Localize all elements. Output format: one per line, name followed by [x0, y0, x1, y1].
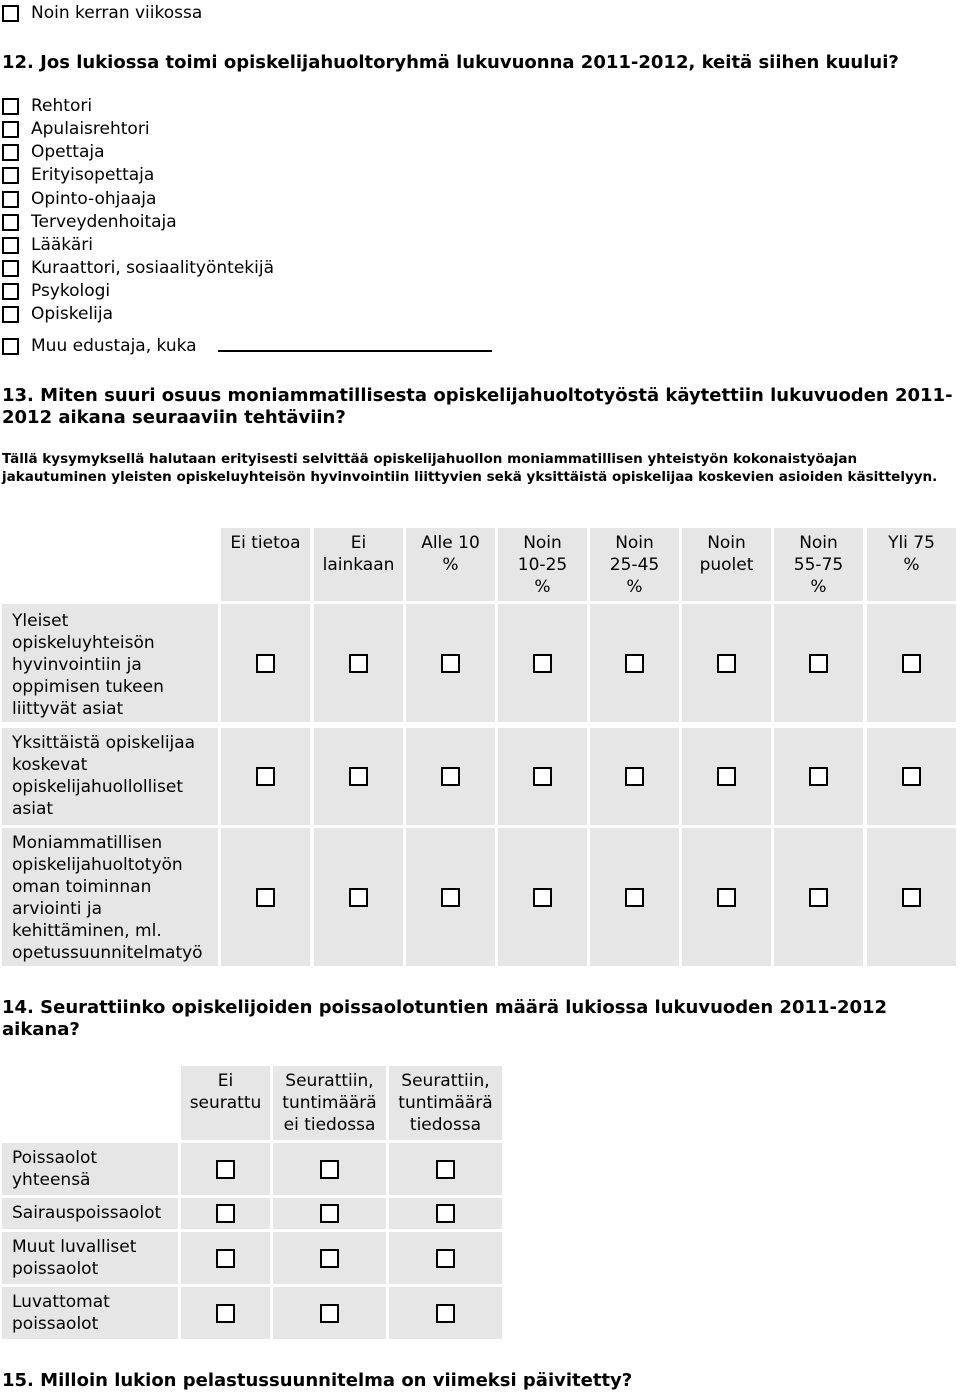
option-noin-kerran-viikossa[interactable]	[2, 3, 202, 23]
option-5[interactable]	[2, 189, 156, 209]
column-header-1	[221, 528, 310, 601]
column-header-2	[273, 1066, 386, 1140]
option-label: Opiskelija	[31, 304, 114, 324]
checkbox[interactable]	[441, 767, 460, 786]
answer-cell[interactable]	[221, 604, 310, 722]
label-line: lainkaan	[322, 555, 395, 575]
checkbox[interactable]	[902, 767, 921, 786]
answer-cell[interactable]	[498, 728, 587, 825]
checkbox[interactable]	[441, 888, 460, 907]
answer-cell[interactable]	[181, 1143, 270, 1195]
label-line: Moniammatillisen	[12, 833, 163, 853]
checkbox[interactable]	[809, 888, 828, 907]
checkbox[interactable]	[436, 1204, 455, 1223]
checkbox[interactable]	[320, 1249, 339, 1268]
answer-cell[interactable]	[389, 1287, 502, 1339]
label-line: Yksittäistä opiskelijaa	[12, 733, 196, 753]
answer-cell[interactable]	[314, 728, 403, 825]
checkbox[interactable]	[216, 1304, 235, 1323]
question-14-title-line2: aikana?	[2, 1019, 80, 1040]
label-line: asiat	[12, 799, 54, 819]
column-header-3	[406, 528, 495, 601]
label-line: kehittäminen, ml.	[12, 921, 162, 941]
answer-cell[interactable]	[273, 1198, 386, 1229]
label-line: poissaolot	[12, 1314, 99, 1334]
option-label: Opinto-ohjaaja	[31, 189, 157, 209]
label-line: oppimisen tukeen	[12, 677, 164, 697]
label-line: Noin	[707, 533, 746, 553]
answer-cell[interactable]	[181, 1198, 270, 1229]
row-label-1	[2, 1143, 178, 1195]
checkbox[interactable]	[2, 167, 19, 184]
label-line: tuntimäärä	[398, 1093, 493, 1113]
column-header-7	[774, 528, 863, 601]
answer-cell[interactable]	[314, 828, 403, 966]
label-line: arviointi ja	[12, 899, 103, 919]
row-label-3	[2, 1232, 178, 1284]
label-line: Ei	[350, 533, 367, 553]
question-14-title-line1: 14. Seurattiinko opiskelijoiden poissaolotuntien määrä lukiossa lukuvuoden 2011-2012	[2, 997, 888, 1018]
checkbox[interactable]	[349, 767, 368, 786]
option-label: Noin kerran viikossa	[31, 3, 203, 23]
answer-cell[interactable]	[406, 828, 495, 966]
column-header-1	[181, 1066, 270, 1140]
question-13-note: Tällä kysymyksellä halutaan erityisesti selvittää opiskelijahuollon moniammatillisen yhteistyön kokonaistyöajan jakautuminen yleisten opiskeluyhteisön hyvinvointiin liittyvien sekä yksittäistä opiskelijaa koskevien asioiden käsittelyyn.	[2, 451, 938, 485]
checkbox[interactable]	[809, 654, 828, 673]
checkbox[interactable]	[216, 1204, 235, 1223]
checkbox[interactable]	[320, 1204, 339, 1223]
row-label-4	[2, 1287, 178, 1339]
option-4[interactable]	[2, 165, 154, 185]
other-answer-line[interactable]	[218, 350, 492, 352]
label-line: ei tiedossa	[283, 1115, 376, 1135]
row-label-2	[2, 728, 218, 825]
option-label: Terveydenhoitaja	[31, 212, 177, 232]
checkbox[interactable]	[436, 1304, 455, 1323]
option-7[interactable]	[2, 235, 93, 255]
checkbox[interactable]	[2, 338, 19, 355]
option-9[interactable]	[2, 281, 110, 301]
answer-cell[interactable]	[590, 604, 679, 722]
label-line: liittyvät asiat	[12, 699, 124, 719]
label-line: 25-45	[609, 555, 660, 575]
question-12-title: 12. Jos lukiossa toimi opiskelijahuoltoryhmä lukuvuonna 2011-2012, keitä siihen kuului?	[2, 52, 899, 73]
checkbox[interactable]	[625, 654, 644, 673]
column-header-3	[389, 1066, 502, 1140]
checkbox[interactable]	[2, 214, 19, 231]
answer-cell[interactable]	[406, 604, 495, 722]
row-label-1	[2, 604, 218, 722]
checkbox[interactable]	[533, 767, 552, 786]
answer-cell[interactable]	[181, 1232, 270, 1284]
checkbox[interactable]	[2, 121, 19, 138]
checkbox[interactable]	[533, 888, 552, 907]
answer-cell[interactable]	[682, 604, 771, 722]
label-line: Ei	[217, 1071, 234, 1091]
checkbox[interactable]	[902, 654, 921, 673]
checkbox[interactable]	[2, 237, 19, 254]
label-line: %	[810, 577, 827, 597]
label-line: hyvinvointiin ja	[12, 655, 142, 675]
question-15-title: 15. Milloin lukion pelastussuunnitelma on viimeksi päivitetty?	[2, 1370, 633, 1391]
checkbox[interactable]	[349, 654, 368, 673]
answer-cell[interactable]	[273, 1232, 386, 1284]
column-header-8	[867, 528, 956, 601]
label-line: Seurattiin,	[285, 1071, 374, 1091]
option-3[interactable]	[2, 142, 105, 162]
label-line: Seurattiin,	[401, 1071, 490, 1091]
label-line: opiskelijahuollolliset	[12, 777, 184, 797]
label-line: oman toiminnan	[12, 877, 152, 897]
checkbox[interactable]	[902, 888, 921, 907]
answer-cell[interactable]	[389, 1232, 502, 1284]
column-header-5	[590, 528, 679, 601]
answer-cell[interactable]	[273, 1287, 386, 1339]
label-line: 55-75	[793, 555, 844, 575]
option-label: Rehtori	[31, 96, 93, 116]
column-header-4	[498, 528, 587, 601]
label-line: opetussuunnitelmatyö	[12, 943, 203, 963]
checkbox[interactable]	[256, 767, 275, 786]
label-line: Muut luvalliset	[12, 1237, 137, 1257]
checkbox[interactable]	[2, 283, 19, 300]
option-label: Opettaja	[31, 142, 105, 162]
label-line: Sairauspoissaolot	[12, 1203, 162, 1223]
label-line: Luvattomat	[12, 1292, 110, 1312]
option-label: Muu edustaja, kuka	[31, 336, 197, 356]
checkbox[interactable]	[2, 98, 19, 115]
answer-cell[interactable]	[774, 728, 863, 825]
option-label: Apulaisrehtori	[31, 119, 150, 139]
label-line: tiedossa	[409, 1115, 482, 1135]
label-line: Noin	[615, 533, 654, 553]
checkbox[interactable]	[625, 767, 644, 786]
answer-cell[interactable]	[867, 828, 956, 966]
checkbox[interactable]	[2, 144, 19, 161]
answer-cell[interactable]	[181, 1287, 270, 1339]
checkbox[interactable]	[216, 1249, 235, 1268]
answer-cell[interactable]	[314, 604, 403, 722]
answer-cell[interactable]	[389, 1198, 502, 1229]
row-label-2	[2, 1198, 178, 1229]
option-6[interactable]	[2, 212, 177, 232]
label-line: koskevat	[12, 755, 88, 775]
option-other[interactable]	[2, 336, 197, 356]
checkbox[interactable]	[625, 888, 644, 907]
checkbox[interactable]	[256, 654, 275, 673]
label-line: poissaolot	[12, 1259, 99, 1279]
label-line: yhteensä	[12, 1170, 91, 1190]
answer-cell[interactable]	[389, 1143, 502, 1195]
checkbox[interactable]	[717, 888, 736, 907]
answer-cell[interactable]	[867, 728, 956, 825]
option-2[interactable]	[2, 119, 150, 139]
label-line: Yleiset	[12, 611, 69, 631]
row-label-3	[2, 828, 218, 966]
label-line: Noin	[523, 533, 562, 553]
label-line: puolet	[699, 555, 754, 575]
label-line: %	[903, 555, 920, 575]
option-label: Lääkäri	[31, 235, 93, 255]
label-line: 10-25	[517, 555, 568, 575]
label-line: %	[534, 577, 551, 597]
answer-cell[interactable]	[590, 828, 679, 966]
answer-cell[interactable]	[774, 828, 863, 966]
option-label: Erityisopettaja	[31, 165, 155, 185]
option-label: Kuraattori, sosiaalityöntekijä	[31, 258, 275, 278]
label-line: %	[626, 577, 643, 597]
label-line: Noin	[799, 533, 838, 553]
answer-cell[interactable]	[867, 604, 956, 722]
label-line: Yli 75	[888, 533, 935, 553]
label-line: seurattu	[189, 1093, 262, 1113]
option-1[interactable]	[2, 96, 92, 116]
checkbox[interactable]	[320, 1160, 339, 1179]
answer-cell[interactable]	[406, 728, 495, 825]
checkbox[interactable]	[349, 888, 368, 907]
answer-cell[interactable]	[682, 828, 771, 966]
checkbox[interactable]	[216, 1160, 235, 1179]
checkbox[interactable]	[320, 1304, 339, 1323]
answer-cell[interactable]	[221, 828, 310, 966]
checkbox[interactable]	[436, 1249, 455, 1268]
column-header-6	[682, 528, 771, 601]
checkbox[interactable]	[533, 654, 552, 673]
option-8[interactable]	[2, 258, 274, 278]
checkbox[interactable]	[809, 767, 828, 786]
answer-cell[interactable]	[273, 1143, 386, 1195]
label-line: opiskeluyhteisön	[12, 633, 155, 653]
option-10[interactable]	[2, 304, 113, 324]
answer-cell[interactable]	[774, 604, 863, 722]
checkbox[interactable]	[2, 5, 19, 22]
label-line: %	[442, 555, 459, 575]
answer-cell[interactable]	[221, 728, 310, 825]
answer-cell[interactable]	[682, 728, 771, 825]
question-13-title-line2: 2012 aikana seuraaviin tehtäviin?	[2, 407, 346, 428]
option-label: Psykologi	[31, 281, 111, 301]
answer-cell[interactable]	[590, 728, 679, 825]
checkbox[interactable]	[441, 654, 460, 673]
label-line: Alle 10	[421, 533, 480, 553]
label-line: opiskelijahuoltotyön	[12, 855, 183, 875]
answer-cell[interactable]	[498, 828, 587, 966]
label-line: Poissaolot	[12, 1148, 98, 1168]
checkbox[interactable]	[436, 1160, 455, 1179]
label-line: tuntimäärä	[282, 1093, 377, 1113]
answer-cell[interactable]	[498, 604, 587, 722]
checkbox[interactable]	[2, 260, 19, 277]
label-line: Ei tietoa	[230, 533, 301, 553]
checkbox[interactable]	[717, 654, 736, 673]
checkbox[interactable]	[717, 767, 736, 786]
column-header-2	[314, 528, 403, 601]
checkbox[interactable]	[2, 191, 19, 208]
question-13-title-line1: 13. Miten suuri osuus moniammatillisesta opiskelijahuoltotyöstä käytettiin lukuvuoden 2011-	[2, 385, 953, 406]
checkbox[interactable]	[256, 888, 275, 907]
checkbox[interactable]	[2, 306, 19, 323]
